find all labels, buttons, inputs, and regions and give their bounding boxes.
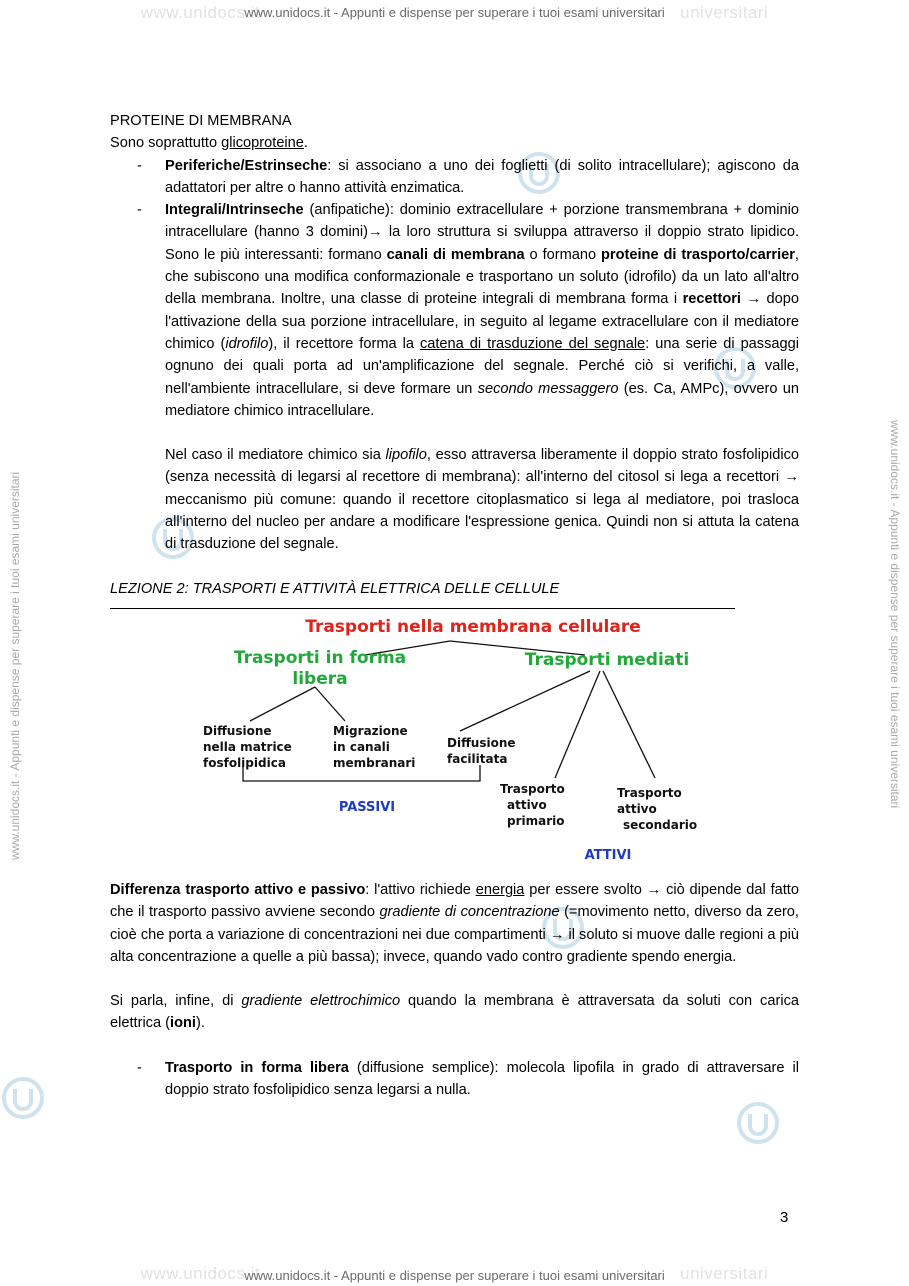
intro-line: Sono soprattutto glicoproteine.: [110, 135, 308, 152]
diagram-migration-2: in canali: [333, 739, 390, 754]
list-item-free-transport: - Trasporto in forma libera (diffusione semplice): molecola lipofila in grado di attraversare il doppio strato fosfolipidico senza legarsi a nulla.: [137, 1059, 799, 1099]
lesson-title: LEZIONE 2: TRASPORTI E ATTIVITÀ ELETTRICA DELLE CELLULE: [110, 580, 560, 597]
page-number: 3: [780, 1209, 789, 1226]
diagram-primary-3: primario: [507, 813, 565, 828]
paragraph-lipophilic: Nel caso il mediatore chimico sia lipofilo, esso attraversa liberamente il doppio strato fosfolipidico (senza necessità di legarsi al recettore di membrana): all'interno del citosol si lega a recettori → meccanismo più comune: quando il recettore citoplasmatico si lega al mediatore, poi trasloca all'interno del nucleo per andare a modificare l'espressione genica. Quindi non si attuta la catena di trasduzione del segnale.: [165, 447, 799, 553]
list-item-peripheral: - Periferiche/Estrinseche: si associano a uno dei foglietti (di solito intracellulare); agiscono da adattatori per altre o hanno attività enzimatica.: [137, 157, 799, 196]
document-page: [110, 110, 799, 1101]
diagram-free-2: libera: [292, 668, 348, 689]
left-side-watermark: www.unidocs.it - Appunti e dispense per superare i tuoi esami universitari: [8, 471, 22, 860]
paragraph-active-passive: Differenza trasporto attivo e passivo: l'attivo richiede energia per essere svolto → ciò dipende dal fatto che il trasporto passivo avviene secondo gradiente di concentrazione (=movimento netto, diverso da zero, cioè che porta a variazione di concentrazioni nei due compartimenti → il soluto si muove dalle regioni a più alta concentrazione a quelle a più bassa); invece, quando vado contro gradiente spendo energia.: [110, 881, 799, 965]
list-item-integral: - Integrali/Intrinseche (anfipatiche): dominio extracellulare + porzione transmembrana + dominio intracellulare (hanno 3 domini)→ la loro struttura si sviluppa attraverso il doppio strato lipidico. Sono le più interessanti: formano canali di membrana o formano proteine di trasporto/carrier, che subiscono una modifica conformazionale e trasportano un soluto (idrofilo) da un lato all'altro della membrana. Inoltre, una classe di proteine integrali di membrana forma i recettori → dopo l'attivazione della sua porzione intracellulare, in seguito al legame extracellulare con il mediatore chimico (idrofilo), il recettore forma la catena di trasduzione del segnale: una serie di passaggi ognuno dei quali porta ad un'amplificazione del segnale. Perché ciò si verifichi, a valle, nell'ambiente intracellulare, si deve formare un secondo messaggero (es. Ca, AMPc), ovvero un mediatore chimico intracellulare.: [137, 202, 799, 419]
unidocs-logo-icon: [0, 1075, 46, 1121]
diagram-passive: PASSIVI: [338, 799, 396, 815]
unidocs-logo-icon: [735, 1100, 781, 1146]
transport-diagram: [195, 613, 755, 875]
header-link-text[interactable]: www.unidocs.it - Appunti e dispense per superare i tuoi esami universitari: [244, 5, 665, 20]
diagram-facilitated-1: Diffusione: [447, 735, 516, 750]
diagram-active: ATTIVI: [584, 847, 632, 863]
header-watermark: www.unidocs.it universitari: [140, 3, 769, 22]
diagram-mediated: Trasporti mediati: [524, 649, 690, 670]
diagram-secondary-1: Trasporto: [617, 785, 682, 800]
section-title: PROTEINE DI MEMBRANA: [110, 113, 292, 129]
right-side-watermark: www.unidocs.it - Appunti e dispense per superare i tuoi esami universitari: [888, 420, 902, 809]
footer-watermark: www.unidocs.it universitari: [140, 1264, 769, 1283]
diagram-free-1: Trasporti in forma: [233, 647, 407, 668]
diagram-migration-3: membranari: [333, 755, 416, 770]
paragraph-electrochemical: Si parla, infine, di gradiente elettrochimico quando la membrana è attraversata da soluti con carica elettrica (ioni).: [110, 993, 799, 1032]
diagram-facilitated-2: facilitata: [447, 751, 508, 766]
diagram-root: Trasporti nella membrana cellulare: [305, 616, 641, 637]
diagram-diff-matrix-3: fosfolipidica: [203, 755, 286, 770]
footer-link-text[interactable]: www.unidocs.it - Appunti e dispense per superare i tuoi esami universitari: [244, 1268, 665, 1283]
diagram-primary-2: attivo: [507, 797, 547, 812]
diagram-diff-matrix-1: Diffusione: [203, 723, 272, 738]
diagram-primary-1: Trasporto: [500, 781, 565, 796]
diagram-secondary-3: secondario: [623, 817, 698, 832]
divider: [110, 608, 735, 609]
diagram-secondary-2: attivo: [617, 801, 657, 816]
diagram-diff-matrix-2: nella matrice: [203, 739, 292, 754]
diagram-migration-1: Migrazione: [333, 723, 408, 738]
